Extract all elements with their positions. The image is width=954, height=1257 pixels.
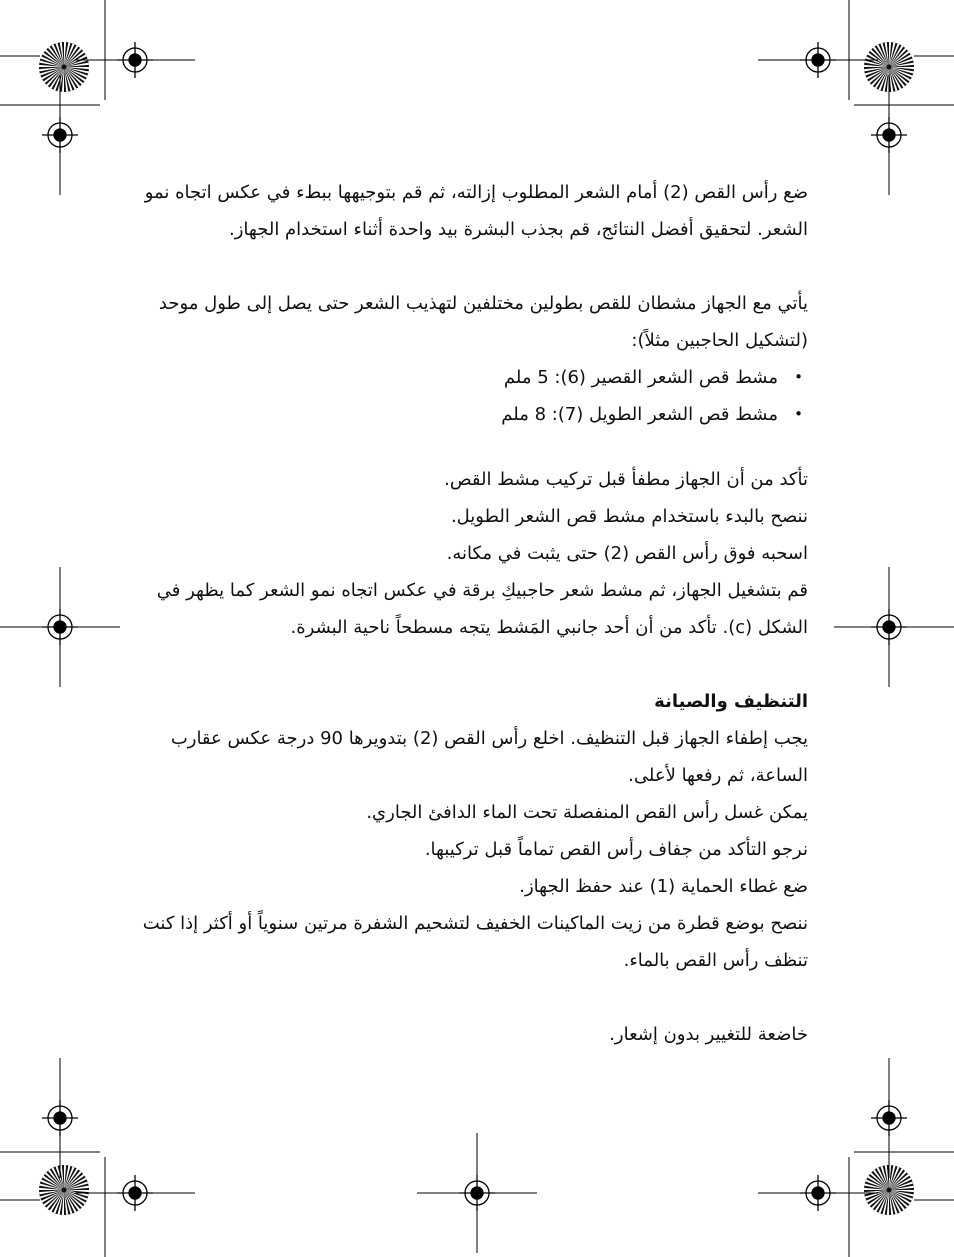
cleaning-heading: التنظيف والصيانة — [654, 691, 808, 712]
starburst-mark-top-left — [39, 42, 89, 92]
starburst-center — [62, 65, 67, 70]
cleaning-line: ضع غطاء الحماية (1) عند حفظ الجهاز. — [519, 876, 808, 897]
starburst-mark-bottom-left — [39, 1165, 89, 1215]
instruction-line: تأكد من أن الجهاز مطفأ قبل تركيب مشط القص. — [444, 469, 808, 490]
cleaning-line: نرجو التأكد من جفاف رأس القص تماماً قبل تركيبها. — [424, 839, 808, 860]
oil-paragraph: ننصح بوضع قطرة من زيت الماكينات الخفيف لتشحيم الشفرة مرتين سنوياً أو أكثر إذا كنت تنظف رأس القص بالماء. — [142, 913, 808, 971]
intro-paragraph: ضع رأس القص (2) أمام الشعر المطلوب إزالته، ثم قم بتوجيهها ببطء في عكس اتجاه نمو الشعر. لتحقيق أفضل النتائج، قم بجذب البشرة بيد واحدة أثناء استخدام الجهاز. — [144, 182, 808, 240]
starburst-center — [62, 1188, 67, 1193]
trim-instructions: قم بتشغيل الجهاز، ثم مشط شعر حاجبيكِ برقة في عكس اتجاه نمو الشعر كما يظهر في الشكل (c). تأكد من أن أحد جانبي المَشط يتجه مسطحاً ناحية البشرة. — [156, 580, 808, 638]
change-notice: خاضعة للتغيير بدون إشعار. — [609, 1024, 808, 1045]
combs-intro: يأتي مع الجهاز مشطان للقص بطولين مختلفين لتهذيب الشعر حتى يصل إلى طول موحد (لتشكيل الحاجبين مثلاً): — [158, 293, 808, 351]
comb-list — [140, 359, 808, 433]
list-item: • مشط قص الشعر الطويل (7): 8 ملم — [140, 396, 808, 433]
instruction-line: ننصح بالبدء باستخدام مشط قص الشعر الطويل. — [450, 506, 808, 527]
cleaning-line: يمكن غسل رأس القص المنفصلة تحت الماء الدافئ الجاري. — [366, 802, 808, 823]
starburst-center — [887, 1188, 892, 1193]
instruction-line: اسحبه فوق رأس القص (2) حتى يثبت في مكانه. — [446, 543, 808, 564]
starburst-center — [887, 65, 892, 70]
manual-text — [140, 174, 808, 1053]
cleaning-paragraph: يجب إطفاء الجهاز قبل التنظيف. اخلع رأس القص (2) بتدويرها 90 درجة عكس عقارب الساعة، ثم رفعها لأعلى. — [170, 728, 808, 786]
list-item: • مشط قص الشعر القصير (6): 5 ملم — [140, 359, 808, 396]
